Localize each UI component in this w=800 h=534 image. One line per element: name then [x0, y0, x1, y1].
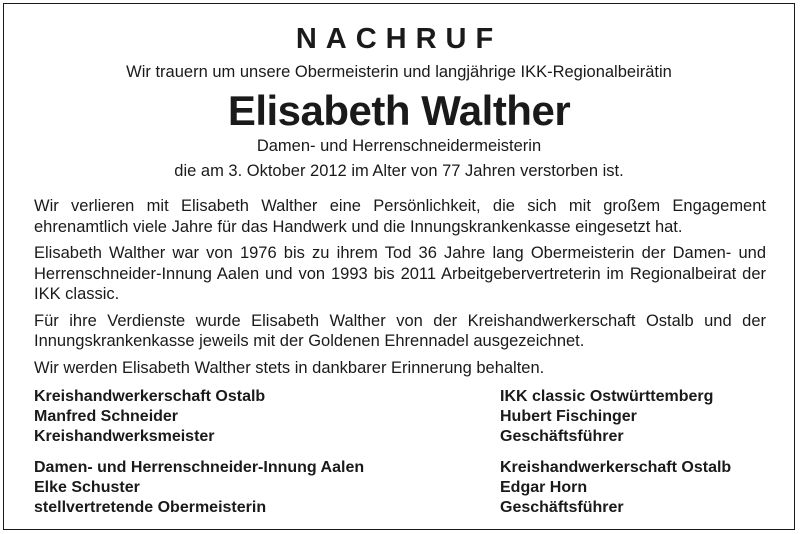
signature-role: Geschäftsführer [500, 428, 624, 445]
signature-person: Elke Schuster [34, 479, 140, 496]
signature-person: Manfred Schneider [34, 408, 179, 425]
signature-role: Geschäftsführer [500, 499, 624, 516]
body-paragraph: Für ihre Verdienste wurde Elisabeth Walther von der Kreishandwerkerschaft Ostalb und der Innungskrankenkasse jeweils mit der Goldenen Ehrennadel ausgezeichnet. [34, 311, 766, 350]
intro-line: Wir trauern um unsere Obermeisterin und langjährige IKK-Regionalbeirätin [126, 63, 672, 81]
deceased-name: Elisabeth Walther [227, 87, 571, 134]
body-paragraph: Wir verlieren mit Elisabeth Walther eine Persönlichkeit, die sich mit großem Engagement ehrenamtlich viele Jahre für das Handwerk und die Innungskrankenkasse eingesetzt hat. [34, 197, 766, 236]
signature-person: Hubert Fischinger [500, 408, 637, 425]
body-paragraph: Wir werden Elisabeth Walther stets in dankbarer Erinnerung behalten. [34, 358, 545, 377]
signature-organization: Kreishandwerkerschaft Ostalb [34, 388, 266, 405]
body-paragraph: Elisabeth Walther war von 1976 bis zu ihrem Tod 36 Jahre lang Obermeisterin der Damen- und Herrenschneider-Innung Aalen und von 1993 bis 2011 Arbeitgebervertreterin im Regionalbeirat der IKK classic. [34, 244, 766, 303]
signature-person: Edgar Horn [500, 479, 588, 496]
signature-block [500, 387, 713, 447]
obituary-body [34, 196, 766, 384]
signature-block [500, 458, 731, 518]
death-date-line: die am 3. Oktober 2012 im Alter von 77 Jahren verstorben ist. [174, 162, 624, 180]
signature-block [34, 387, 265, 447]
signature-organization: IKK classic Ostwürttemberg [500, 388, 714, 405]
signature-organization: Damen- und Herrenschneider-Innung Aalen [34, 459, 365, 476]
occupation-line: Damen- und Herrenschneidermeisterin [256, 137, 542, 155]
signature-block [34, 458, 364, 518]
notice-heading: NACHRUF [295, 23, 503, 55]
signature-role: stellvertretende Obermeisterin [34, 499, 267, 516]
obituary-notice [3, 3, 795, 530]
signature-organization: Kreishandwerkerschaft Ostalb [500, 459, 732, 476]
signature-role: Kreishandwerksmeister [34, 428, 215, 445]
